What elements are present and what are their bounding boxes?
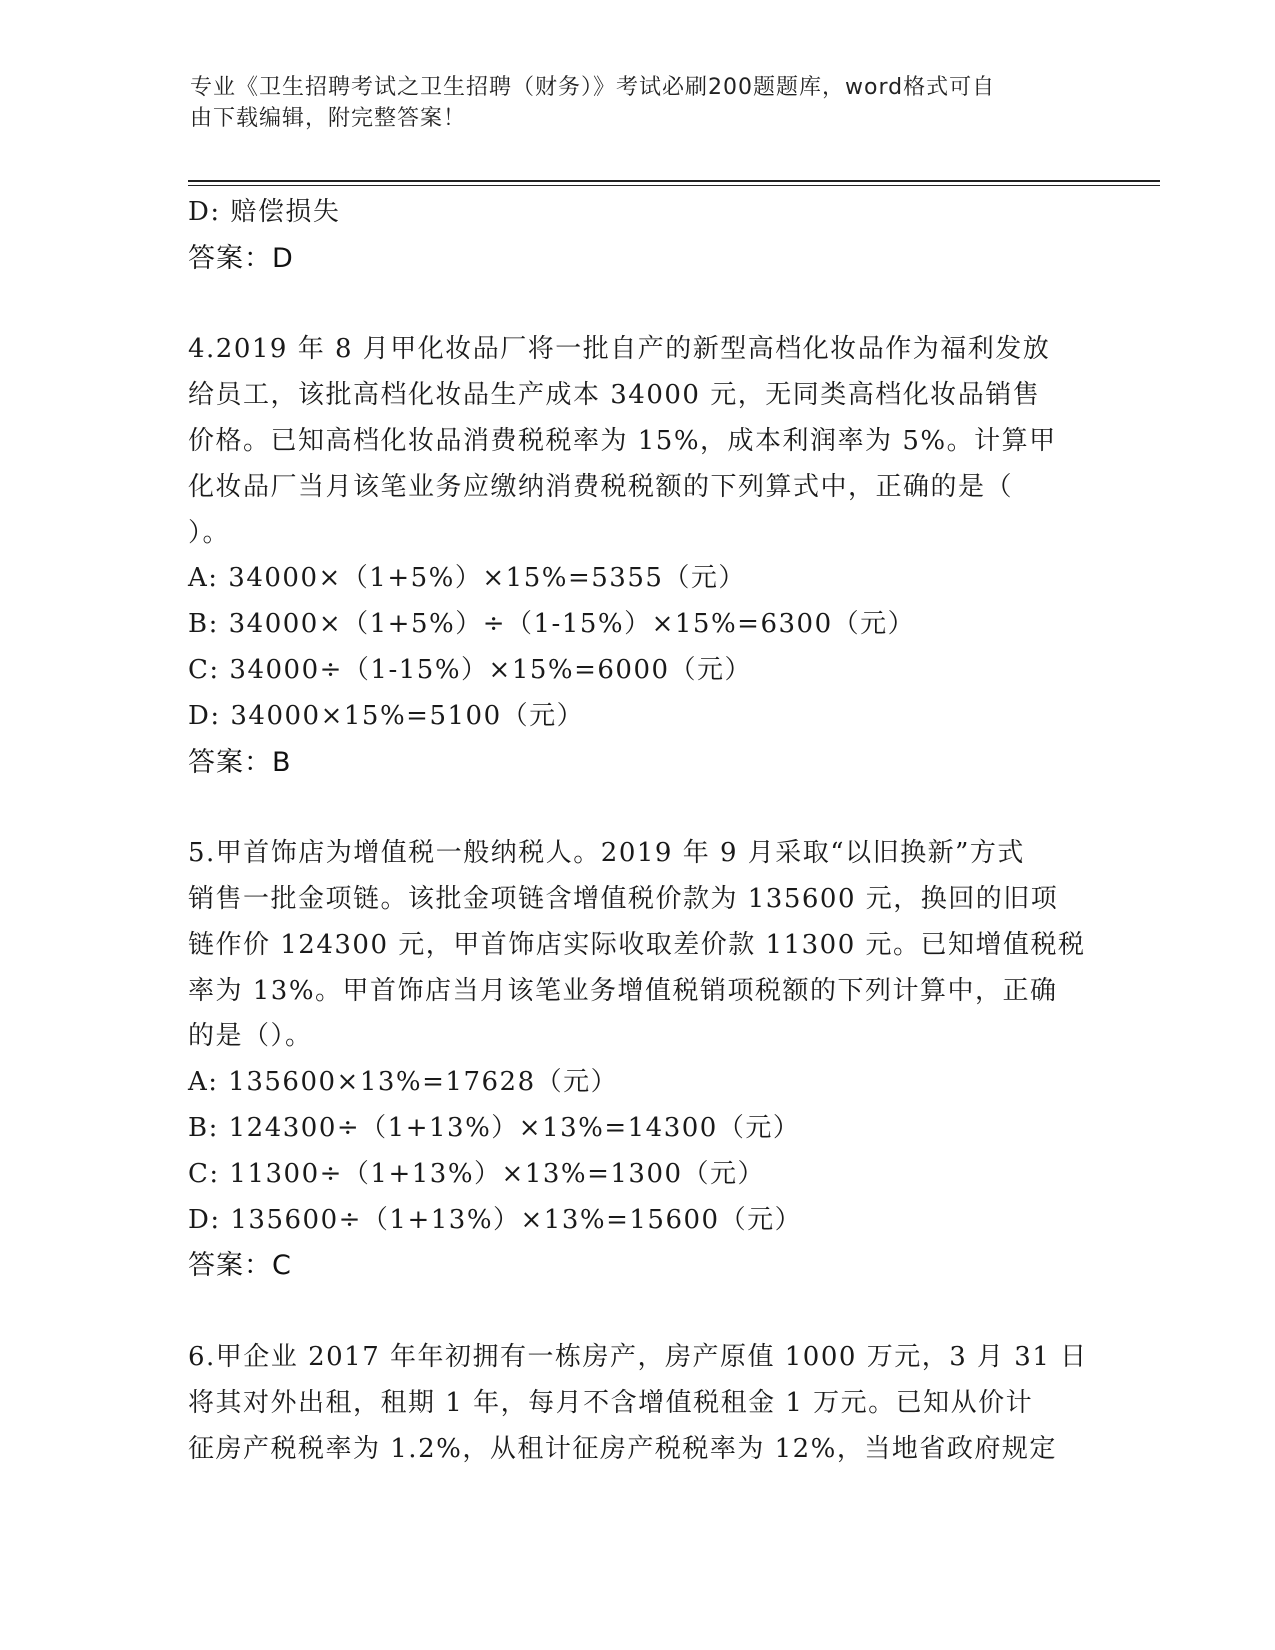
question-5-line: 5.甲首饰店为增值税一般纳税人。2019 年 9 月采取“以旧换新”方式 (188, 838, 1025, 869)
question-5-line: 链作价 124300 元，甲首饰店实际收取差价款 11300 元。已知增值税税 (188, 929, 1086, 960)
question-4-line: 化妆品厂当月该笔业务应缴纳消费税税额的下列算式中，正确的是（ (188, 471, 1014, 502)
question-6-line: 6.甲企业 2017 年年初拥有一栋房产，房产原值 1000 万元，3 月 31 日 (188, 1341, 1088, 1372)
header-line-1: 专业《卫生招聘考试之卫生招聘（财务）》考试必刷200题题库，word格式可自 (190, 75, 996, 100)
question-5-option-b: B: 124300÷（1+13%）×13%=14300（元） (188, 1112, 801, 1143)
question-4-line: 给员工，该批高档化妆品生产成本 34000 元，无同类高档化妆品销售 (188, 380, 1041, 411)
question-5-line: 率为 13%。甲首饰店当月该笔业务增值税销项税额的下列计算中，正确 (188, 975, 1058, 1006)
question-6-line: 将其对外出租，租期 1 年，每月不含增值税租金 1 万元。已知从价计 (188, 1387, 1034, 1418)
question-4-line: 4.2019 年 8 月甲化妆品厂将一批自产的新型高档化妆品作为福利发放 (188, 334, 1051, 365)
header-divider-thick (188, 180, 1160, 182)
question-4-option-a: A: 34000×（1+5%）×15%=5355（元） (188, 563, 746, 594)
spacer (188, 785, 1088, 831)
document-body (188, 190, 1088, 1472)
header-divider-thin (188, 185, 1160, 186)
question-6 (188, 1335, 1088, 1472)
header-line-2: 由下载编辑，附完整答案！ (190, 106, 467, 131)
question-5-option-a: A: 135600×13%=17628（元） (188, 1067, 619, 1098)
question-5 (188, 831, 1088, 1289)
question-4-answer: 答案：B (188, 746, 292, 778)
question-6-line: 征房产税税率为 1.2%，从租计征房产税税率为 12%，当地省政府规定 (188, 1433, 1057, 1464)
question-4-option-b: B: 34000×（1+5%）÷（1-15%）×15%=6300（元） (188, 609, 916, 640)
question-5-line: 销售一批金项链。该批金项链含增值税价款为 135600 元，换回的旧项 (188, 883, 1059, 914)
question-4-line: 价格。已知高档化妆品消费税税率为 15%，成本利润率为 5%。计算甲 (188, 425, 1057, 456)
question-4 (188, 327, 1088, 785)
question-5-line: 的是（）。 (188, 1021, 313, 1052)
question-4-option-d: D: 34000×15%=5100（元） (188, 700, 585, 731)
spacer (188, 282, 1088, 328)
question-4-line: ）。 (188, 517, 231, 548)
question-5-option-d: D: 135600÷（1+13%）×13%=15600（元） (188, 1204, 803, 1235)
question-5-option-c: C: 11300÷（1+13%）×13%=1300（元） (188, 1158, 766, 1189)
spacer (188, 1289, 1088, 1335)
prev-answer: 答案：D (188, 242, 294, 274)
prev-option-d: D: 赔偿损失 (188, 197, 341, 227)
page-header (190, 72, 1070, 134)
question-4-option-c: C: 34000÷（1-15%）×15%=6000（元） (188, 654, 753, 685)
question-5-answer: 答案：C (188, 1250, 292, 1282)
